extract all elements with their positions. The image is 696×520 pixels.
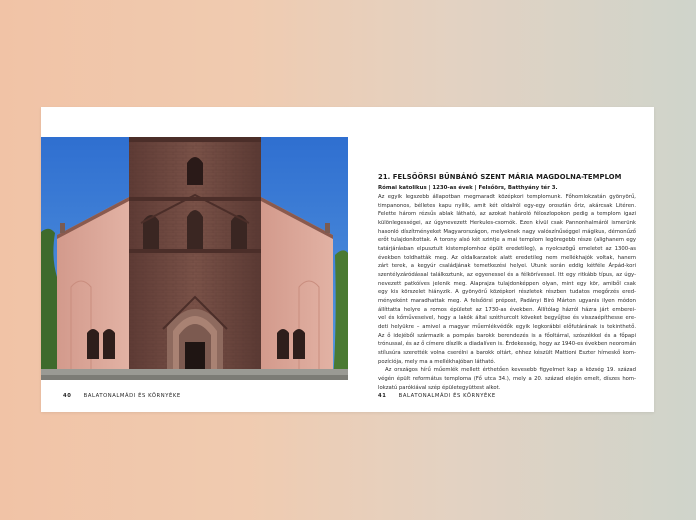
body-line: lokzatú parókiával szép épületegyüttest alkot. bbox=[378, 384, 501, 391]
body-line: Az országos hírű műemlék mellett érthetően kevesebb figyelmet kap a község 19. század bbox=[385, 367, 636, 374]
body-line: stílusúra szerették volna cserélni a barokk oltárt, ehhez készült Mattioni Eszter hímeskő kom- bbox=[378, 350, 636, 357]
body-line: tatárjárásban elpusztult kistemplomhoz épült eredetileg), a nyolcszögű emeletet az 1300-as bbox=[378, 246, 636, 253]
running-title: BALATONALMÁDI ÉS KÖRNYÉKE bbox=[398, 393, 496, 399]
body-line: deti helyükre – amivel a magyar műemlékvédők egyik legkorábbi előfutárának is tekinthető. bbox=[378, 324, 636, 331]
body-line: Felette három rézsűs ablak látható, az azokat határoló féloszlopokon pedig a templom igazi bbox=[378, 211, 636, 218]
body-line: vel és kőműveseivel, hogy a lakók által széthurcolt köveket begyűjtse és visszaépíthesse ere- bbox=[378, 315, 636, 322]
church-photo bbox=[41, 137, 348, 380]
article-meta: Római katolikus | 1230-as évek | Felsőörs, Batthyány tér 3. bbox=[378, 185, 558, 191]
body-line: zárt terek, a kegyúr családjának temetkezési helyei. Utunk során eddig kétféle Árpád-kori bbox=[378, 263, 636, 270]
left-page-footer bbox=[63, 393, 181, 399]
body-line: pozíciója, mely ma a mellékhajóban látható. bbox=[378, 358, 496, 365]
book-spread bbox=[41, 107, 654, 412]
body-line: szentélyzáródással találkoztunk, az egyenessel és a félkörívessel. Itt egy ritkább típus, az úgy- bbox=[378, 272, 636, 279]
body-line: trónussal, és az ő címere díszlik a diadalíven is. Érdekesség, hogy az 1940-es években neoromán bbox=[378, 341, 636, 348]
body-line: egy kis körszelet hiányzik. A gyönyörű középkori részletek részben tudatos megőrzés ered- bbox=[378, 289, 636, 296]
article-body bbox=[378, 193, 636, 392]
body-line: Az egyik legszebb állapotban megmaradt középkori templomunk. Főhomlokzatán gyönyörű, bbox=[378, 194, 636, 200]
article bbox=[378, 173, 636, 392]
body-line: timpanonos, bélletes kapu nyílik, amit két oldalról egy-egy oroszlán őriz, akárcsak Litéren. bbox=[378, 202, 636, 209]
body-line: években toldhatták meg. Az oldalkarzatok alatt eredetileg nem mellékhajók voltak, hanem bbox=[378, 254, 636, 261]
left-page bbox=[41, 107, 348, 412]
body-line: állíttatta helyre a romos épületet az 1730-as években. Állítólag házról házra járt emberei- bbox=[378, 306, 636, 313]
body-line: nevezett patkóíves jelenik meg. Alaprajza tulajdonképpen olyan, mint egy kör, amiből csak bbox=[378, 280, 636, 287]
right-page-footer bbox=[378, 393, 496, 399]
running-title: BALATONALMÁDI ÉS KÖRNYÉKE bbox=[83, 393, 181, 399]
page-number: 41 bbox=[378, 393, 387, 399]
body-line: Az ő idejéből származik a pompás barokk berendezés is a főoltárral, szószékkel és a főpapi bbox=[378, 332, 636, 339]
right-page bbox=[348, 107, 654, 412]
body-line: ményeként maradhattak meg. A felsőörsi prépost, Padányi Biró Márton ugyanis ilyen módon bbox=[378, 298, 636, 305]
body-line: különlegességei, az úgynevezett Herkules-csomók. Ezen kívül csak Pannonhalmáról ismerünk bbox=[378, 220, 636, 227]
body-line: hasonló díszítményeket Magyarországon, melyeknek nagy valószínűséggel mágikus, démonűző bbox=[378, 228, 636, 235]
article-title: 21. FELSŐÖRSI BŰNBÁNÓ SZENT MÁRIA MAGDOLNA-TEMPLOM bbox=[378, 173, 622, 181]
body-line: erőt tulajdonítottak. A torony alsó két szintje a mai templom legöregebb része (alighanem egy bbox=[378, 237, 636, 244]
page-number: 40 bbox=[63, 393, 72, 399]
body-line: végén épült református temploma (Fő utca 34.), mely a 20. század elején emelt, díszes hom- bbox=[378, 376, 636, 383]
